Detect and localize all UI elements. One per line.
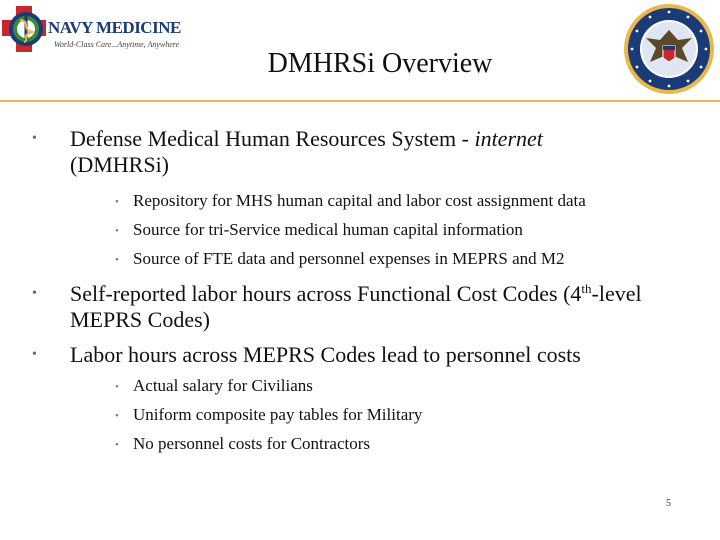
bullet-glyph: •	[32, 286, 37, 301]
sub-bullet-glyph: •	[115, 439, 119, 451]
sub-bullet-text: Repository for MHS human capital and labor cost assignment data	[133, 191, 586, 210]
bullet-text: Self-reported labor hours across Functional Cost Codes (4	[70, 281, 582, 306]
sub-bullet-text: No personnel costs for Contractors	[133, 434, 371, 453]
sub-bullet-text: Actual salary for Civilians	[133, 376, 313, 395]
bullet-item	[32, 126, 690, 178]
sub-bullet-item	[115, 405, 423, 425]
title-divider	[0, 100, 720, 102]
navy-medicine-logo	[2, 2, 181, 62]
sub-bullet-glyph: •	[115, 196, 119, 208]
navy-medicine-emblem-icon	[2, 2, 54, 58]
sub-bullet-item	[115, 220, 523, 240]
bullet-text-italic: internet	[474, 126, 543, 151]
sub-bullet-item	[115, 249, 565, 269]
bullet-superscript: th	[581, 281, 592, 296]
bullet-glyph: •	[32, 131, 37, 146]
sub-bullet-item	[115, 434, 371, 454]
bullet-item	[32, 281, 700, 333]
slide-title: DMHRSi Overview	[267, 48, 493, 79]
bullet-text: Labor hours across MEPRS Codes lead to personnel costs	[70, 342, 581, 367]
sub-bullet-glyph: •	[115, 410, 119, 422]
sub-bullet-glyph: •	[115, 381, 119, 393]
sub-bullet-text: Source of FTE data and personnel expenses in MEPRS and M2	[133, 249, 565, 268]
sub-bullet-text: Uniform composite pay tables for Military	[133, 405, 423, 424]
sub-bullet-glyph: •	[115, 225, 119, 237]
bullet-text-post: -level	[591, 281, 642, 306]
bullet-glyph: •	[32, 347, 37, 362]
bullet-item	[32, 342, 690, 368]
sub-bullet-glyph: •	[115, 254, 119, 266]
bullet-text-line2: (DMHRSi)	[70, 152, 170, 177]
sub-bullet-item	[115, 376, 313, 396]
bullet-text: Defense Medical Human Resources System -	[70, 126, 475, 151]
page-number: 5	[666, 498, 671, 509]
sub-bullet-text: Source for tri-Service medical human capital information	[133, 220, 523, 239]
department-of-defense-seal-icon	[622, 2, 716, 96]
bullet-text-line2: MEPRS Codes)	[70, 307, 210, 332]
brand-name: NAVY MEDICINE	[48, 18, 181, 37]
sub-bullet-item	[115, 191, 586, 211]
brand-tagline: World-Class Care...Anytime, Anywhere	[54, 40, 180, 49]
